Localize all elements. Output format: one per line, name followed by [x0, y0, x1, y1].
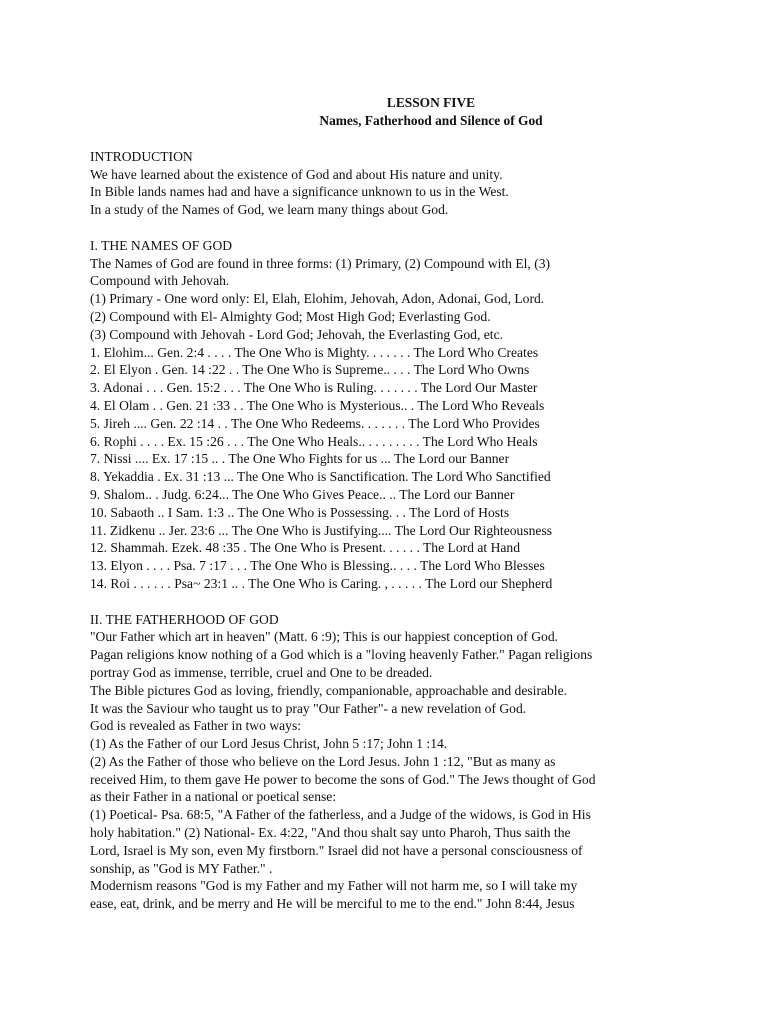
text-line: 12. Shammah. Ezek. 48 :35 . The One Who is Present. . . . . . The Lord at Hand [90, 540, 521, 556]
spacer [90, 130, 730, 148]
text-line: as their Father in a national or poetical sense: [90, 789, 337, 805]
text-line: 7. Nissi .... Ex. 17 :15 .. . The One Who Fights for us ... The Lord our Banner [90, 451, 510, 467]
text-line: Lord, Israel is My son, even My firstborn." Israel did not have a personal consciousness of [90, 842, 583, 858]
text-line: 3. Adonai . . . Gen. 15:2 . . . The One Who is Ruling. . . . . . . The Lord Our Master [90, 380, 538, 396]
text-line: portray God as immense, terrible, cruel and One to be dreaded. [90, 664, 433, 680]
text-line: 6. Rophi . . . . Ex. 15 :26 . . . The One Who Heals.. . . . . . . . . The Lord Who Heals [90, 433, 538, 449]
text-line: (1) As the Father of our Lord Jesus Christ, John 5 :17; John 1 :14. [90, 736, 448, 752]
text-line: 10. Sabaoth .. I Sam. 1:3 .. The One Who is Possessing. . . The Lord of Hosts [90, 504, 510, 520]
text-line: Pagan religions know nothing of a God which is a "loving heavenly Father." Pagan religions [90, 647, 593, 663]
lesson-subtitle: Names, Fatherhood and Silence of God [319, 113, 543, 128]
intro-paragraph [90, 166, 730, 219]
text-line: The Names of God are found in three forms: (1) Primary, (2) Compound with El, (3) [90, 255, 551, 271]
text-line: Modernism reasons "God is my Father and my Father will not harm me, so I will take my [90, 878, 578, 894]
text-line: 4. El Olam . . Gen. 21 :33 . . The One Who is Mysterious.. . The Lord Who Reveals [90, 397, 545, 413]
names-paragraph [90, 255, 730, 593]
text-line: ease, eat, drink, and be merry and He will be merciful to me to the end." John 8:44, Jesus [90, 896, 575, 912]
text-line: 14. Roi . . . . . . Psa~ 23:1 .. . The One Who is Caring. , . . . . . The Lord our Shepherd [90, 575, 553, 591]
text-line: 11. Zidkenu .. Jer. 23:6 ... The One Who is Justifying.... The Lord Our Righteousness [90, 522, 553, 538]
text-line: In a study of the Names of God, we learn many things about God. [90, 202, 449, 218]
text-line: 9. Shalom.. . Judg. 6:24... The One Who Gives Peace.. .. The Lord our Banner [90, 486, 515, 502]
spacer [90, 219, 730, 237]
names-heading: I. THE NAMES OF GOD [90, 237, 233, 253]
text-line: It was the Saviour who taught us to pray "Our Father"- a new revelation of God. [90, 700, 527, 716]
text-line: 8. Yekaddia . Ex. 31 :13 ... The One Who is Sanctification. The Lord Who Sanctified [90, 469, 551, 485]
text-line: 2. El Elyon . Gen. 14 :22 . . The One Who is Supreme.. . . . The Lord Who Owns [90, 362, 530, 378]
text-line: (3) Compound with Jehovah - Lord God; Jehovah, the Everlasting God, etc. [90, 326, 504, 342]
fatherhood-paragraph [90, 628, 730, 913]
text-line: (1) Primary - One word only: El, Elah, Elohim, Jehovah, Adon, Adonai, God, Lord. [90, 291, 545, 307]
text-line: sonship, as "God is MY Father." . [90, 860, 273, 876]
text-line: The Bible pictures God as loving, friendly, companionable, approachable and desirable. [90, 682, 568, 698]
text-line: (2) As the Father of those who believe on the Lord Jesus. John 1 :12, "But as many as [90, 753, 556, 769]
text-line: In Bible lands names had and have a significance unknown to us in the West. [90, 184, 509, 200]
text-line: 1. Elohim... Gen. 2:4 . . . . The One Who is Mighty. . . . . . . The Lord Who Creates [90, 344, 539, 360]
text-line: God is revealed as Father in two ways: [90, 718, 302, 734]
text-line: Compound with Jehovah. [90, 273, 230, 289]
text-line: "Our Father which art in heaven" (Matt. 6 :9); This is our happiest conception of God. [90, 629, 559, 645]
text-line: We have learned about the existence of God and about His nature and unity. [90, 166, 503, 182]
text-line: holy habitation." (2) National- Ex. 4:22, "And thou shalt say unto Pharoh, Thus saith the [90, 825, 571, 841]
fatherhood-heading: II. THE FATHERHOOD OF GOD [90, 611, 279, 627]
text-line: 13. Elyon . . . . Psa. 7 :17 . . . The One Who is Blessing.. . . . The Lord Who Blesses [90, 558, 545, 574]
intro-heading: INTRODUCTION [90, 148, 193, 164]
document-page [90, 94, 730, 913]
lesson-title: LESSON FIVE [386, 95, 476, 110]
text-line: (2) Compound with El- Almighty God; Most High God; Everlasting God. [90, 308, 491, 324]
spacer [90, 593, 730, 611]
text-line: (1) Poetical- Psa. 68:5, "A Father of the fatherless, and a Judge of the widows, is God in His [90, 807, 591, 823]
text-line: 5. Jireh .... Gen. 22 :14 . . The One Who Redeems. . . . . . . The Lord Who Provides [90, 415, 540, 431]
text-line: received Him, to them gave He power to become the sons of God." The Jews thought of God [90, 771, 596, 787]
